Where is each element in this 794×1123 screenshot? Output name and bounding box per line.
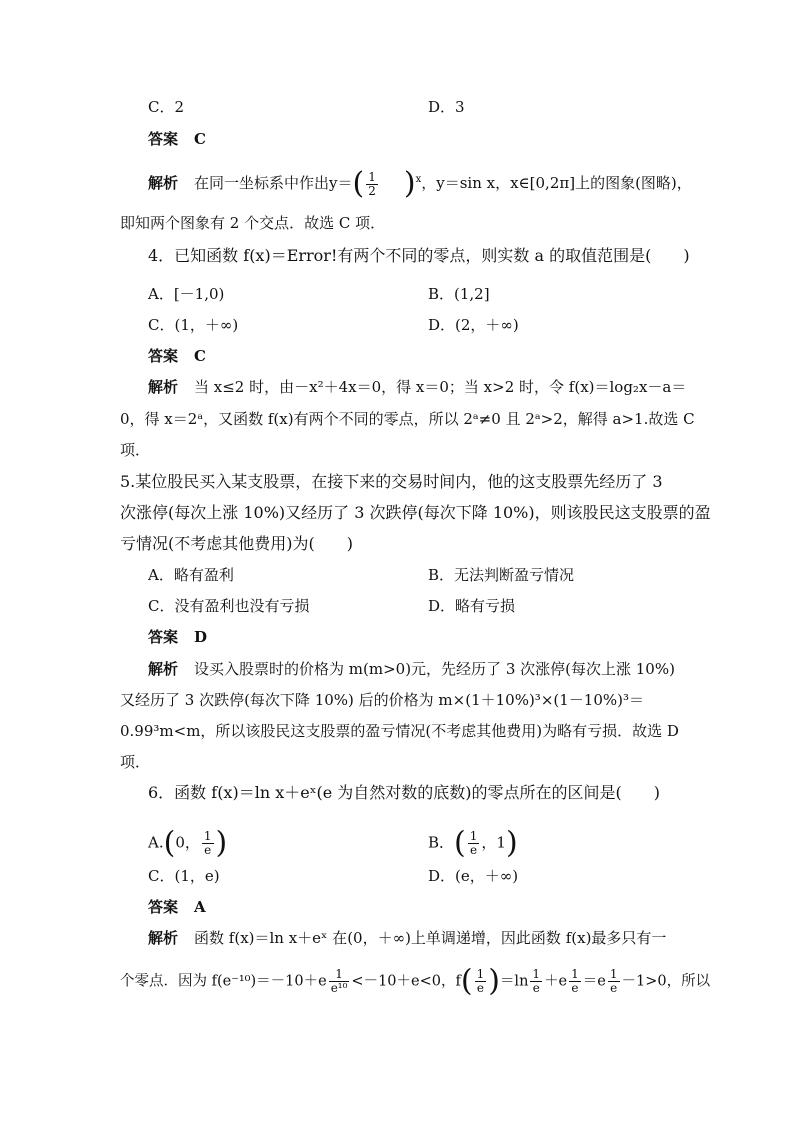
fraction-numerator: 1 bbox=[203, 829, 212, 843]
q3-option-d: D．3 bbox=[428, 98, 465, 116]
q5-option-b: B．无法判断盈亏情况 bbox=[428, 566, 575, 584]
analysis-text: 当 x≤2 时，由－x²＋4x＝0，得 x＝0；当 x>2 时，令 f(x)＝log₂x－a＝ bbox=[194, 378, 687, 396]
q4-option-a: A．[－1,0) bbox=[148, 285, 225, 303]
fraction-numerator: 1 bbox=[609, 967, 618, 981]
fraction-denominator: e bbox=[470, 843, 478, 857]
q5-analysis-line-1 bbox=[148, 659, 675, 679]
analysis-text: <－10＋e<0，f bbox=[351, 973, 461, 990]
fraction bbox=[468, 830, 480, 857]
q5-stem-line-2: 次涨停(每次上涨 10%)又经历了 3 次跌停(每次下降 10%)，则该股民这支股票的盈 bbox=[120, 503, 711, 522]
option-label: A. bbox=[148, 833, 164, 852]
analysis-label: 解析 bbox=[148, 929, 179, 947]
fraction-denominator: e bbox=[571, 981, 579, 995]
fraction bbox=[202, 830, 214, 857]
q5-stem-line-3: 亏情况(不考虑其他费用)为( ) bbox=[120, 534, 353, 553]
answer-label: 答案 bbox=[148, 898, 179, 916]
fraction bbox=[608, 968, 620, 995]
answer-value: C bbox=[194, 347, 206, 365]
q6-answer bbox=[148, 897, 206, 917]
paren-right: ) bbox=[488, 963, 500, 999]
paren-left: ( bbox=[163, 825, 176, 861]
fraction-denominator: 2 bbox=[368, 183, 376, 198]
paren-right: ) bbox=[403, 166, 416, 201]
q4-option-b: B．(1,2] bbox=[428, 285, 490, 303]
fraction-denominator: e bbox=[204, 843, 212, 857]
analysis-label: 解析 bbox=[148, 174, 179, 192]
q5-option-d: D．略有亏损 bbox=[428, 597, 516, 615]
q4-option-c: C．(1，＋∞) bbox=[148, 316, 239, 334]
q4-analysis-line-2: 0，得 x＝2ᵃ，又函数 f(x)有两个不同的零点，所以 2ᵃ≠0 且 2ᵃ>2，解得 a>1.故选 C bbox=[120, 410, 695, 428]
q4-analysis-line-1 bbox=[148, 377, 686, 397]
q4-option-d: D．(2，＋∞) bbox=[428, 316, 519, 334]
q5-answer bbox=[148, 627, 207, 647]
paren-left: ( bbox=[352, 166, 365, 201]
analysis-text: ＝ln bbox=[499, 973, 529, 990]
answer-label: 答案 bbox=[148, 628, 179, 646]
analysis-text: ＝e bbox=[582, 973, 606, 990]
q6-option-b bbox=[428, 825, 518, 861]
q6-option-d: D．(e，＋∞) bbox=[428, 867, 519, 885]
fraction-numerator: 1 bbox=[571, 967, 579, 981]
q6-option-a bbox=[148, 825, 228, 861]
fraction-denominator: e bbox=[610, 981, 618, 995]
fraction-denominator: e¹⁰ bbox=[330, 981, 348, 995]
q3-analysis-line-1: 解析 在同一坐标系中作出y＝( $\frac{1}{2}$ )$^x$，y＝sin x，x∈[0,2π]上的图象(图略)， bbox=[148, 166, 692, 201]
answer-value: C bbox=[194, 130, 206, 148]
q3-option-c: C．2 bbox=[148, 98, 185, 116]
q6-analysis-line-1 bbox=[148, 928, 666, 948]
q4-stem: 4．已知函数 f(x)＝Error!有两个不同的零点，则实数 a 的取值范围是( ) bbox=[148, 246, 690, 265]
q5-option-c: C．没有盈利也没有亏损 bbox=[148, 597, 310, 615]
q4-analysis-line-3: 项． bbox=[120, 441, 151, 459]
q4-answer bbox=[148, 346, 206, 366]
fraction bbox=[366, 171, 378, 198]
option-text: 0， bbox=[175, 833, 200, 852]
paren-left: ( bbox=[454, 825, 466, 861]
analysis-text: ＋e bbox=[544, 973, 568, 990]
answer-label: 答案 bbox=[148, 130, 179, 148]
fraction-numerator: 1 bbox=[532, 967, 541, 981]
paren-right: ) bbox=[215, 825, 228, 861]
q6-stem: 6．函数 f(x)＝ln x＋eˣ(e 为自然对数的底数)的零点所在的区间是( ) bbox=[148, 783, 661, 802]
analysis-text: y＝ bbox=[329, 174, 353, 192]
fraction-numerator: 1 bbox=[476, 967, 485, 981]
fraction bbox=[475, 968, 487, 995]
q5-option-a: A．略有盈利 bbox=[148, 566, 234, 584]
analysis-text: 在同一坐标系中作出 bbox=[194, 174, 330, 192]
q5-analysis-line-2: 又经历了 3 次跌停(每次下降 10%) 后的价格为 m×(1＋10%)³×(1－10%)³＝ bbox=[120, 691, 644, 709]
option-label: B． bbox=[428, 833, 455, 852]
fraction-numerator: 1 bbox=[329, 968, 350, 982]
analysis-text: ，y＝sin x，x∈[0,2π]上的图象(图略)， bbox=[421, 174, 692, 192]
fraction-denominator: e bbox=[532, 981, 540, 995]
q6-analysis-line-2 bbox=[120, 963, 711, 999]
analysis-text: －1>0，所以 bbox=[621, 973, 711, 990]
fraction-numerator: 1 bbox=[368, 169, 376, 184]
fraction bbox=[329, 968, 350, 995]
paren-right: ) bbox=[505, 825, 518, 861]
fraction bbox=[569, 968, 581, 995]
q6-option-c: C．(1，e) bbox=[148, 867, 220, 885]
q5-stem-line-1: 5.某位股民买入某支股票，在接下来的交易时间内，他的这支股票先经历了 3 bbox=[120, 472, 663, 491]
analysis-text: 设买入股票时的价格为 m(m>0)元，先经历了 3 次涨停(每次上涨 10%) bbox=[194, 660, 675, 678]
fraction-numerator: 1 bbox=[469, 829, 478, 843]
analysis-label: 解析 bbox=[148, 378, 179, 396]
analysis-text: 个零点．因为 f(e⁻¹⁰)＝－10＋e bbox=[120, 973, 327, 990]
answer-value: D bbox=[194, 628, 208, 646]
option-text: ，1 bbox=[481, 833, 506, 852]
q5-analysis-line-3: 0.99³m<m，所以该股民这支股票的盈亏情况(不考虑其他费用)为略有亏损．故选 D bbox=[120, 722, 679, 740]
q3-answer bbox=[148, 129, 206, 149]
answer-value: A bbox=[194, 898, 206, 916]
q3-analysis-line-2: 即知两个图象有 2 个交点．故选 C 项． bbox=[120, 214, 386, 232]
fraction-denominator: e bbox=[476, 981, 484, 995]
fraction bbox=[530, 968, 542, 995]
q5-analysis-line-4: 项． bbox=[120, 753, 151, 771]
analysis-text: 函数 f(x)＝ln x＋eˣ 在(0，＋∞)上单调递增，因此函数 f(x)最多只有一 bbox=[194, 929, 667, 947]
answer-label: 答案 bbox=[148, 347, 179, 365]
analysis-label: 解析 bbox=[148, 660, 179, 678]
paren-left: ( bbox=[460, 963, 473, 999]
